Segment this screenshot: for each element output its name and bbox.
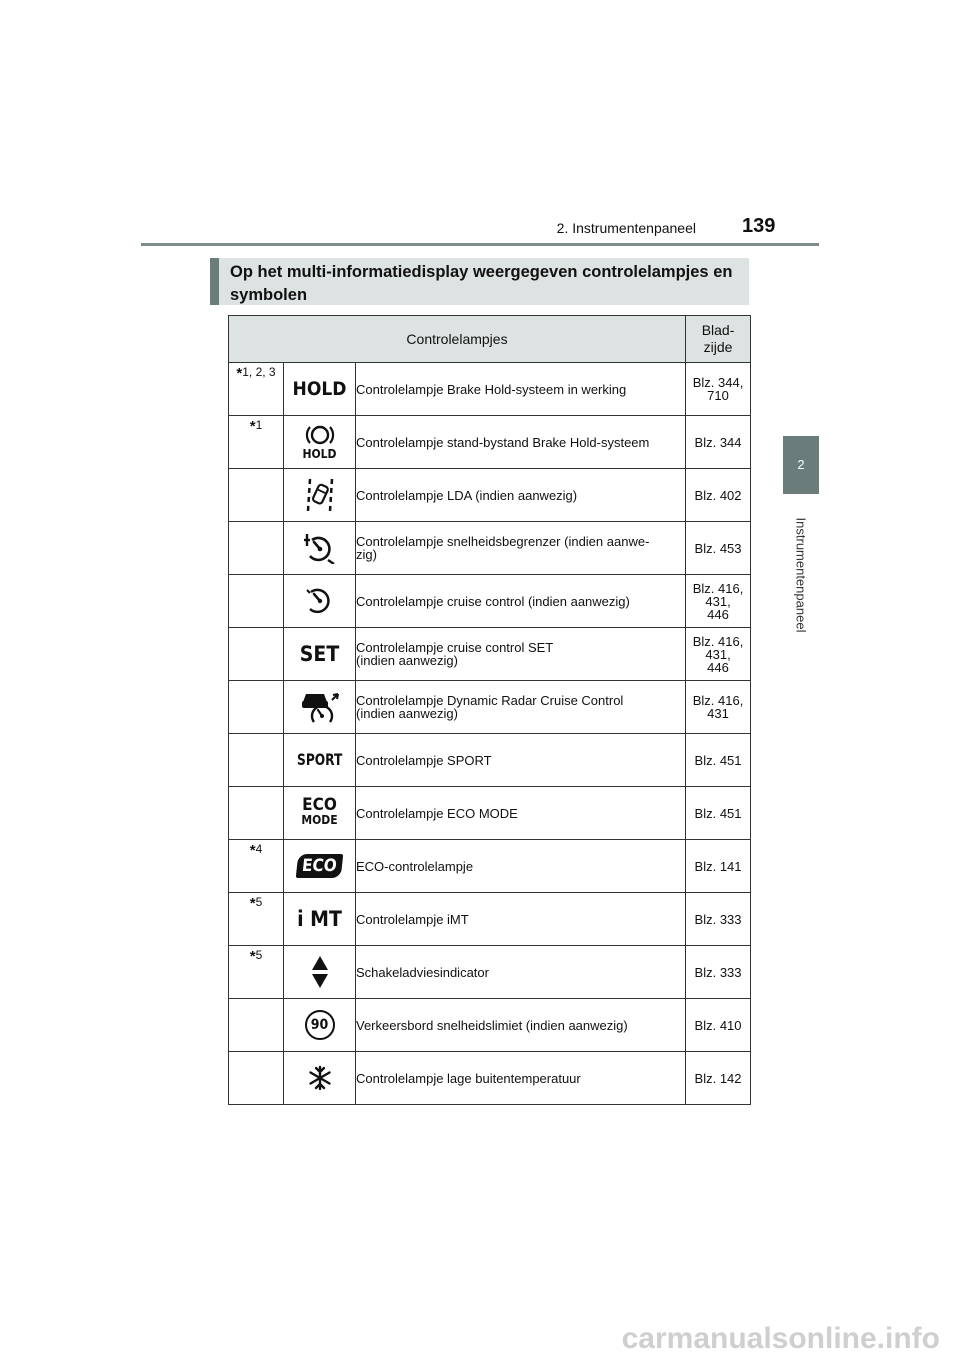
- table-row: [229, 416, 751, 469]
- footnote-cell: [229, 469, 284, 522]
- footnote-ref: 4: [255, 842, 263, 856]
- icon-cell: [284, 469, 356, 522]
- brake-hold-standby-icon: [284, 424, 355, 461]
- footnote-cell: [229, 628, 284, 681]
- table-row: [229, 681, 751, 734]
- page-ref-cell: [686, 522, 751, 575]
- description-text: Controlelampje cruise control SET (indien aanwezig): [356, 640, 554, 668]
- page-ref-cell: [686, 946, 751, 999]
- description-cell: Controlelampje LDA (indien aanwezig): [356, 469, 686, 522]
- icon-cell: [284, 734, 356, 787]
- page-ref-cell: [686, 416, 751, 469]
- page-ref: Blz. 410: [694, 1017, 742, 1033]
- description-cell: Schakeladviesindicator: [356, 946, 686, 999]
- sport-text-icon: SPORT: [296, 750, 343, 769]
- footnote-cell: [229, 363, 284, 416]
- icon-cell: [284, 840, 356, 893]
- chapter-tab-label: Instrumentenpaneel: [793, 517, 809, 633]
- footnote-cell: [229, 681, 284, 734]
- icon-cell: [284, 522, 356, 575]
- page-ref-cell: [686, 840, 751, 893]
- description-text: Controlelampje Dynamic Radar Cruise Control (indien aanwezig): [356, 693, 624, 721]
- asterisk-icon: *: [249, 418, 256, 435]
- eco-badge-label: ECO: [301, 856, 338, 876]
- page-ref: Blz. 416, 431, 446: [692, 580, 744, 622]
- chapter-tab: 2: [783, 436, 819, 494]
- footnote-cell: [229, 840, 284, 893]
- page-ref-cell: [686, 787, 751, 840]
- footnote-cell: [229, 734, 284, 787]
- page-ref: Blz. 451: [694, 805, 742, 821]
- page-number: 139: [742, 215, 776, 237]
- cruise-set-text-icon: SET: [299, 642, 340, 666]
- page-ref: Blz. 344, 710: [692, 375, 744, 403]
- page-ref: Blz. 416, 431: [692, 693, 744, 721]
- page-ref-cell: [686, 999, 751, 1052]
- page-ref: Blz. 453: [694, 540, 742, 556]
- footnote-cell: [229, 575, 284, 628]
- icon-cell: [284, 946, 356, 999]
- footnote-cell: [229, 999, 284, 1052]
- page-ref-cell: [686, 681, 751, 734]
- footnote-cell: [229, 522, 284, 575]
- icon-cell: [284, 416, 356, 469]
- table-header-row: [229, 316, 751, 363]
- page-ref: Blz. 141: [694, 858, 742, 874]
- table-row: [229, 522, 751, 575]
- footnote-cell: [229, 416, 284, 469]
- eco-mode-label-top: ECO: [302, 795, 337, 815]
- page-ref-cell: [686, 893, 751, 946]
- table-row: [229, 469, 751, 522]
- description-cell: Controlelampje SPORT: [356, 734, 686, 787]
- footnote-cell: [229, 946, 284, 999]
- page-ref: Blz. 142: [694, 1070, 742, 1086]
- description-cell: Verkeersbord snelheidslimiet (indien aanwezig): [356, 999, 686, 1052]
- watermark-text: carmanualsonline.info: [621, 1322, 940, 1355]
- page-ref-cell: [686, 734, 751, 787]
- eco-badge-icon: [296, 854, 343, 878]
- description-cell: [356, 628, 686, 681]
- description-cell: Controlelampje ECO MODE: [356, 787, 686, 840]
- page-ref: Blz. 333: [694, 911, 742, 927]
- hold-text-icon: HOLD: [292, 378, 347, 400]
- speed-limit-value: 90: [310, 1017, 329, 1033]
- radar-cruise-icon: [300, 690, 340, 724]
- table-row: [229, 999, 751, 1052]
- page-ref: Blz. 416, 431, 446: [692, 633, 744, 675]
- cruise-control-icon: [305, 587, 335, 615]
- table-row: [229, 575, 751, 628]
- description-text: Controlelampje snelheidsbegrenzer (indien aanwe- zig): [356, 534, 650, 562]
- asterisk-icon: *: [249, 895, 256, 912]
- icon-cell: [284, 1052, 356, 1105]
- page-ref-cell: [686, 363, 751, 416]
- lane-departure-alert-icon: [304, 477, 336, 513]
- footnote-ref: 1: [255, 418, 263, 432]
- table-row: [229, 628, 751, 681]
- asterisk-icon: *: [249, 842, 256, 859]
- description-cell: [356, 681, 686, 734]
- header-rule: [141, 243, 819, 246]
- page-ref-cell: [686, 628, 751, 681]
- description-cell: Controlelampje cruise control (indien aanwezig): [356, 575, 686, 628]
- table-row: [229, 1052, 751, 1105]
- table-row: [229, 893, 751, 946]
- indicator-table: [228, 315, 751, 1105]
- asterisk-icon: *: [236, 365, 243, 382]
- footnote-ref: 1, 2, 3: [242, 365, 276, 379]
- footnote-cell: [229, 787, 284, 840]
- page-ref: Blz. 333: [694, 964, 742, 980]
- icon-cell: [284, 681, 356, 734]
- icon-cell: [284, 999, 356, 1052]
- shift-indicator-icon: [311, 955, 329, 989]
- speed-limit-sign-icon: [305, 1010, 335, 1040]
- page-ref-cell: [686, 1052, 751, 1105]
- column-header-page-text: Blad- zijde: [701, 322, 735, 355]
- table-row: [229, 363, 751, 416]
- section-heading: Op het multi-informatiedisplay weergegeven controlelampjes en symbolen: [210, 258, 749, 305]
- page-ref: Blz. 344: [694, 434, 742, 450]
- imt-text-icon: i MT: [297, 907, 342, 931]
- icon-cell: [284, 893, 356, 946]
- eco-mode-label-bottom: MODE: [301, 813, 338, 827]
- table-row: [229, 840, 751, 893]
- icon-cell: [284, 628, 356, 681]
- table-row: [229, 946, 751, 999]
- snowflake-icon: [307, 1065, 333, 1091]
- page-ref: Blz. 402: [694, 487, 742, 503]
- running-header-section: 2. Instrumentenpaneel: [556, 220, 696, 236]
- eco-mode-text-icon: [284, 795, 355, 828]
- page-ref: Blz. 451: [694, 752, 742, 768]
- watermark-logo: [0, 1318, 960, 1358]
- brake-hold-standby-label: HOLD: [302, 446, 337, 461]
- column-header-page: [686, 316, 751, 363]
- table-row: [229, 734, 751, 787]
- table-row: [229, 787, 751, 840]
- page-ref-cell: [686, 575, 751, 628]
- icon-cell: [284, 575, 356, 628]
- description-cell: ECO-controlelampje: [356, 840, 686, 893]
- asterisk-icon: *: [249, 948, 256, 965]
- description-cell: Controlelampje stand-bystand Brake Hold-systeem: [356, 416, 686, 469]
- page-ref-cell: [686, 469, 751, 522]
- description-cell: [356, 522, 686, 575]
- description-cell: Controlelampje lage buitentemperatuur: [356, 1052, 686, 1105]
- footnote-ref: 5: [255, 948, 263, 962]
- footnote-ref: 5: [255, 895, 263, 909]
- speed-limiter-icon: [302, 532, 338, 564]
- chapter-tab-label-box: [756, 505, 846, 645]
- footnote-cell: [229, 1052, 284, 1105]
- description-cell: Controlelampje Brake Hold-systeem in werking: [356, 363, 686, 416]
- icon-cell: [284, 363, 356, 416]
- description-cell: Controlelampje iMT: [356, 893, 686, 946]
- footnote-cell: [229, 893, 284, 946]
- icon-cell: [284, 787, 356, 840]
- column-header-indicators: Controlelampjes: [229, 316, 686, 363]
